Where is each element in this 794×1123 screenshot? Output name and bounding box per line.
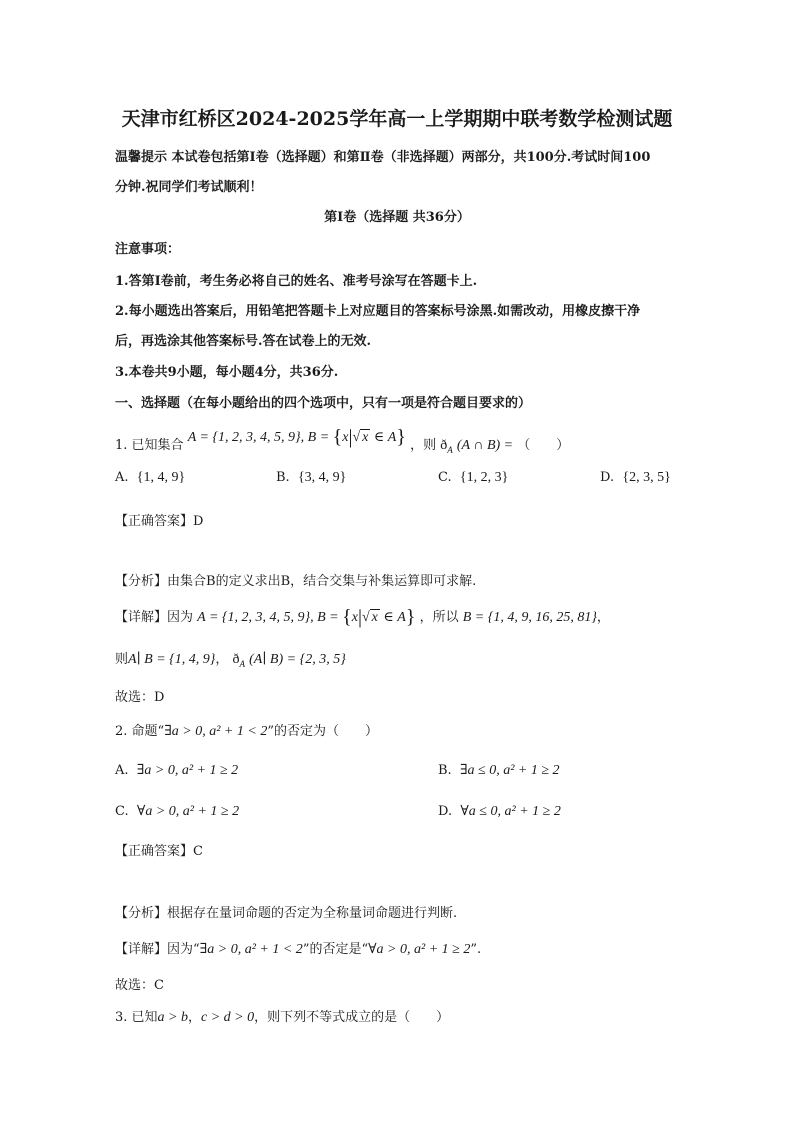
q2-option-c-text: ∀a > 0, a² + 1 ≥ 2	[136, 804, 240, 819]
q2-detail-end: ”.	[470, 942, 482, 957]
q2-option-d	[438, 803, 561, 820]
q1-detail-b: B = {1, 4, 9, 16, 25, 81}	[462, 610, 597, 625]
note-3: 3.本卷共9小题，每小题4分，共36分.	[115, 365, 339, 380]
q1-option-b-text: {3, 4, 9}	[297, 470, 347, 485]
q2-option-c-letter: C.	[115, 804, 129, 819]
q2-option-b-letter: B.	[438, 763, 452, 778]
q1-option-a	[115, 470, 185, 486]
q1-complement-symbol	[440, 438, 453, 453]
q2-answer-value: C	[193, 844, 203, 859]
q1-option-d	[600, 470, 671, 486]
notes-heading: 注意事项：	[115, 242, 181, 257]
q2-option-d-text: ∀a ≤ 0, a² + 1 ≥ 2	[460, 804, 561, 819]
q1-analysis	[115, 570, 476, 589]
q1-expr: (A ∩ B) =	[456, 438, 514, 453]
q1-answer-value: D	[193, 514, 204, 529]
q1-paren: （ ）	[517, 438, 570, 453]
q1-complement-sub: A	[447, 444, 453, 455]
q1-option-b-letter: B.	[276, 470, 290, 485]
q1-conclusion-label: 故选：	[115, 690, 155, 705]
q1-option-c-text: {1, 2, 3}	[459, 470, 509, 485]
q2-detail-expr1: ∃a > 0, a² + 1 < 2	[199, 942, 303, 957]
q1-comma-then: ，则	[410, 438, 437, 453]
note-1: 1.答第Ⅰ卷前，考生务必将自己的姓名、准考号涂写在答题卡上.	[115, 274, 478, 289]
q3-stem-suffix: ，则下列不等式成立的是（ ）	[254, 1010, 450, 1025]
q2-option-a-text: ∃a > 0, a² + 1 ≥ 2	[136, 763, 239, 778]
note-2a: 2.每小题选出答案后，用铅笔把答题卡上对应题目的答案标号涂黑.如需改动，用橡皮擦干净	[115, 304, 641, 319]
q1-set-b: {x|√ x ∈ A}	[332, 426, 406, 448]
q2-stem	[115, 720, 378, 740]
q3-expr1: a > b	[157, 1010, 188, 1025]
q2-detail-expr2: ∀a > 0, a² + 1 ≥ 2	[368, 942, 471, 957]
q2-stem-prefix: 2. 命题“	[115, 724, 165, 739]
q1-complement: ð	[440, 438, 448, 453]
q2-option-b	[438, 762, 560, 779]
q3-sep: ，	[188, 1010, 202, 1025]
q2-stem-expr: ∃a > 0, a² + 1 < 2	[164, 724, 268, 739]
q1-analysis-label: 【分析】	[115, 574, 168, 589]
q1-set-a: A = {1, 2, 3, 4, 5, 9}	[187, 430, 301, 445]
q1-option-d-letter: D.	[600, 470, 615, 485]
q1-line2-expr: A∣ B = {1, 4, 9}	[128, 652, 216, 667]
q2-option-a-letter: A.	[115, 763, 129, 778]
q1-option-b	[276, 470, 346, 486]
q1-conclusion-value: D	[154, 690, 165, 705]
q1-answer-label: 【正确答案】	[115, 514, 194, 529]
section-title: 第Ⅰ卷（选择题 共36分）	[324, 210, 470, 225]
q3-stem-prefix: 3. 已知	[115, 1010, 158, 1025]
q1-line2-complement-sub: A	[239, 658, 245, 669]
q1-detail-line2	[115, 648, 346, 669]
q1-answer	[115, 510, 203, 529]
q2-detail	[115, 938, 481, 958]
q1-detail-mid: ，所以	[419, 610, 459, 625]
q2-answer	[115, 840, 203, 859]
q2-option-b-text: ∃a ≤ 0, a² + 1 ≥ 2	[459, 763, 560, 778]
q1-line2-prefix: 则	[115, 652, 129, 667]
q1-stem	[115, 426, 570, 457]
q2-detail-prefix: 因为“	[167, 942, 200, 957]
q2-option-a	[115, 762, 238, 779]
q3-expr2: c > d > 0	[201, 1010, 255, 1025]
q1-set-b-prefix: , B =	[300, 430, 333, 445]
q1-option-d-text: {2, 3, 5}	[622, 470, 671, 485]
q1-detail-end: ，	[596, 610, 610, 625]
q1-line2-complement-symbol: ð	[232, 652, 240, 667]
q2-analysis	[115, 902, 457, 921]
q1-option-c-letter: C.	[438, 470, 452, 485]
q1-stem-prefix: 1. 已知集合	[115, 438, 184, 453]
q1-option-a-text: {1, 4, 9}	[136, 470, 186, 485]
q2-stem-suffix: ”的否定为（ ）	[267, 724, 378, 739]
q1-line2-expr2: (A∣ B) = {2, 3, 5}	[249, 652, 346, 667]
q1-option-c	[438, 470, 508, 486]
q2-detail-mid: ”的否定是“	[302, 942, 369, 957]
q2-option-c	[115, 803, 239, 820]
q1-analysis-text: 由集合B的定义求出B，结合交集与补集运算即可求解.	[167, 574, 477, 589]
q1-detail-label: 【详解】	[115, 610, 168, 625]
q2-conclusion-value: C	[154, 978, 164, 993]
part1-heading: 一、选择题（在每小题给出的四个选项中，只有一项是符合题目要求的）	[115, 396, 532, 411]
note-2b: 后，再选涂其他答案标号.答在试卷上的无效.	[115, 334, 372, 349]
q2-conclusion	[115, 974, 164, 993]
q1-detail	[115, 606, 610, 629]
q2-analysis-text: 根据存在量词命题的否定为全称量词命题进行判断.	[167, 906, 458, 921]
q2-option-d-letter: D.	[438, 804, 453, 819]
q3-stem	[115, 1006, 449, 1026]
q1-detail-set-b-prefix: , B =	[310, 610, 343, 625]
q2-analysis-label: 【分析】	[115, 906, 168, 921]
intro-line-1: 温馨提示 本试卷包括第Ⅰ卷（选择题）和第Ⅱ卷（非选择题）两部分，共100分.考试时间100	[115, 150, 651, 165]
q1-line2-sep: ，	[215, 652, 229, 667]
q1-detail-prefix: 因为	[167, 610, 194, 625]
q2-conclusion-label: 故选：	[115, 978, 155, 993]
page-title: 天津市红桥区2024-2025学年高一上学期期中联考数学检测试题	[121, 108, 673, 130]
q1-detail-set-a: A = {1, 2, 3, 4, 5, 9}	[197, 610, 311, 625]
q2-detail-label: 【详解】	[115, 942, 168, 957]
q1-option-a-letter: A.	[115, 470, 129, 485]
intro-line-2: 分钟.祝同学们考试顺利！	[115, 180, 263, 195]
q1-conclusion	[115, 686, 164, 705]
q1-line2-complement	[233, 652, 246, 667]
q2-answer-label: 【正确答案】	[115, 844, 194, 859]
q1-detail-set-b: {x|√ x ∈ A}	[342, 606, 416, 628]
